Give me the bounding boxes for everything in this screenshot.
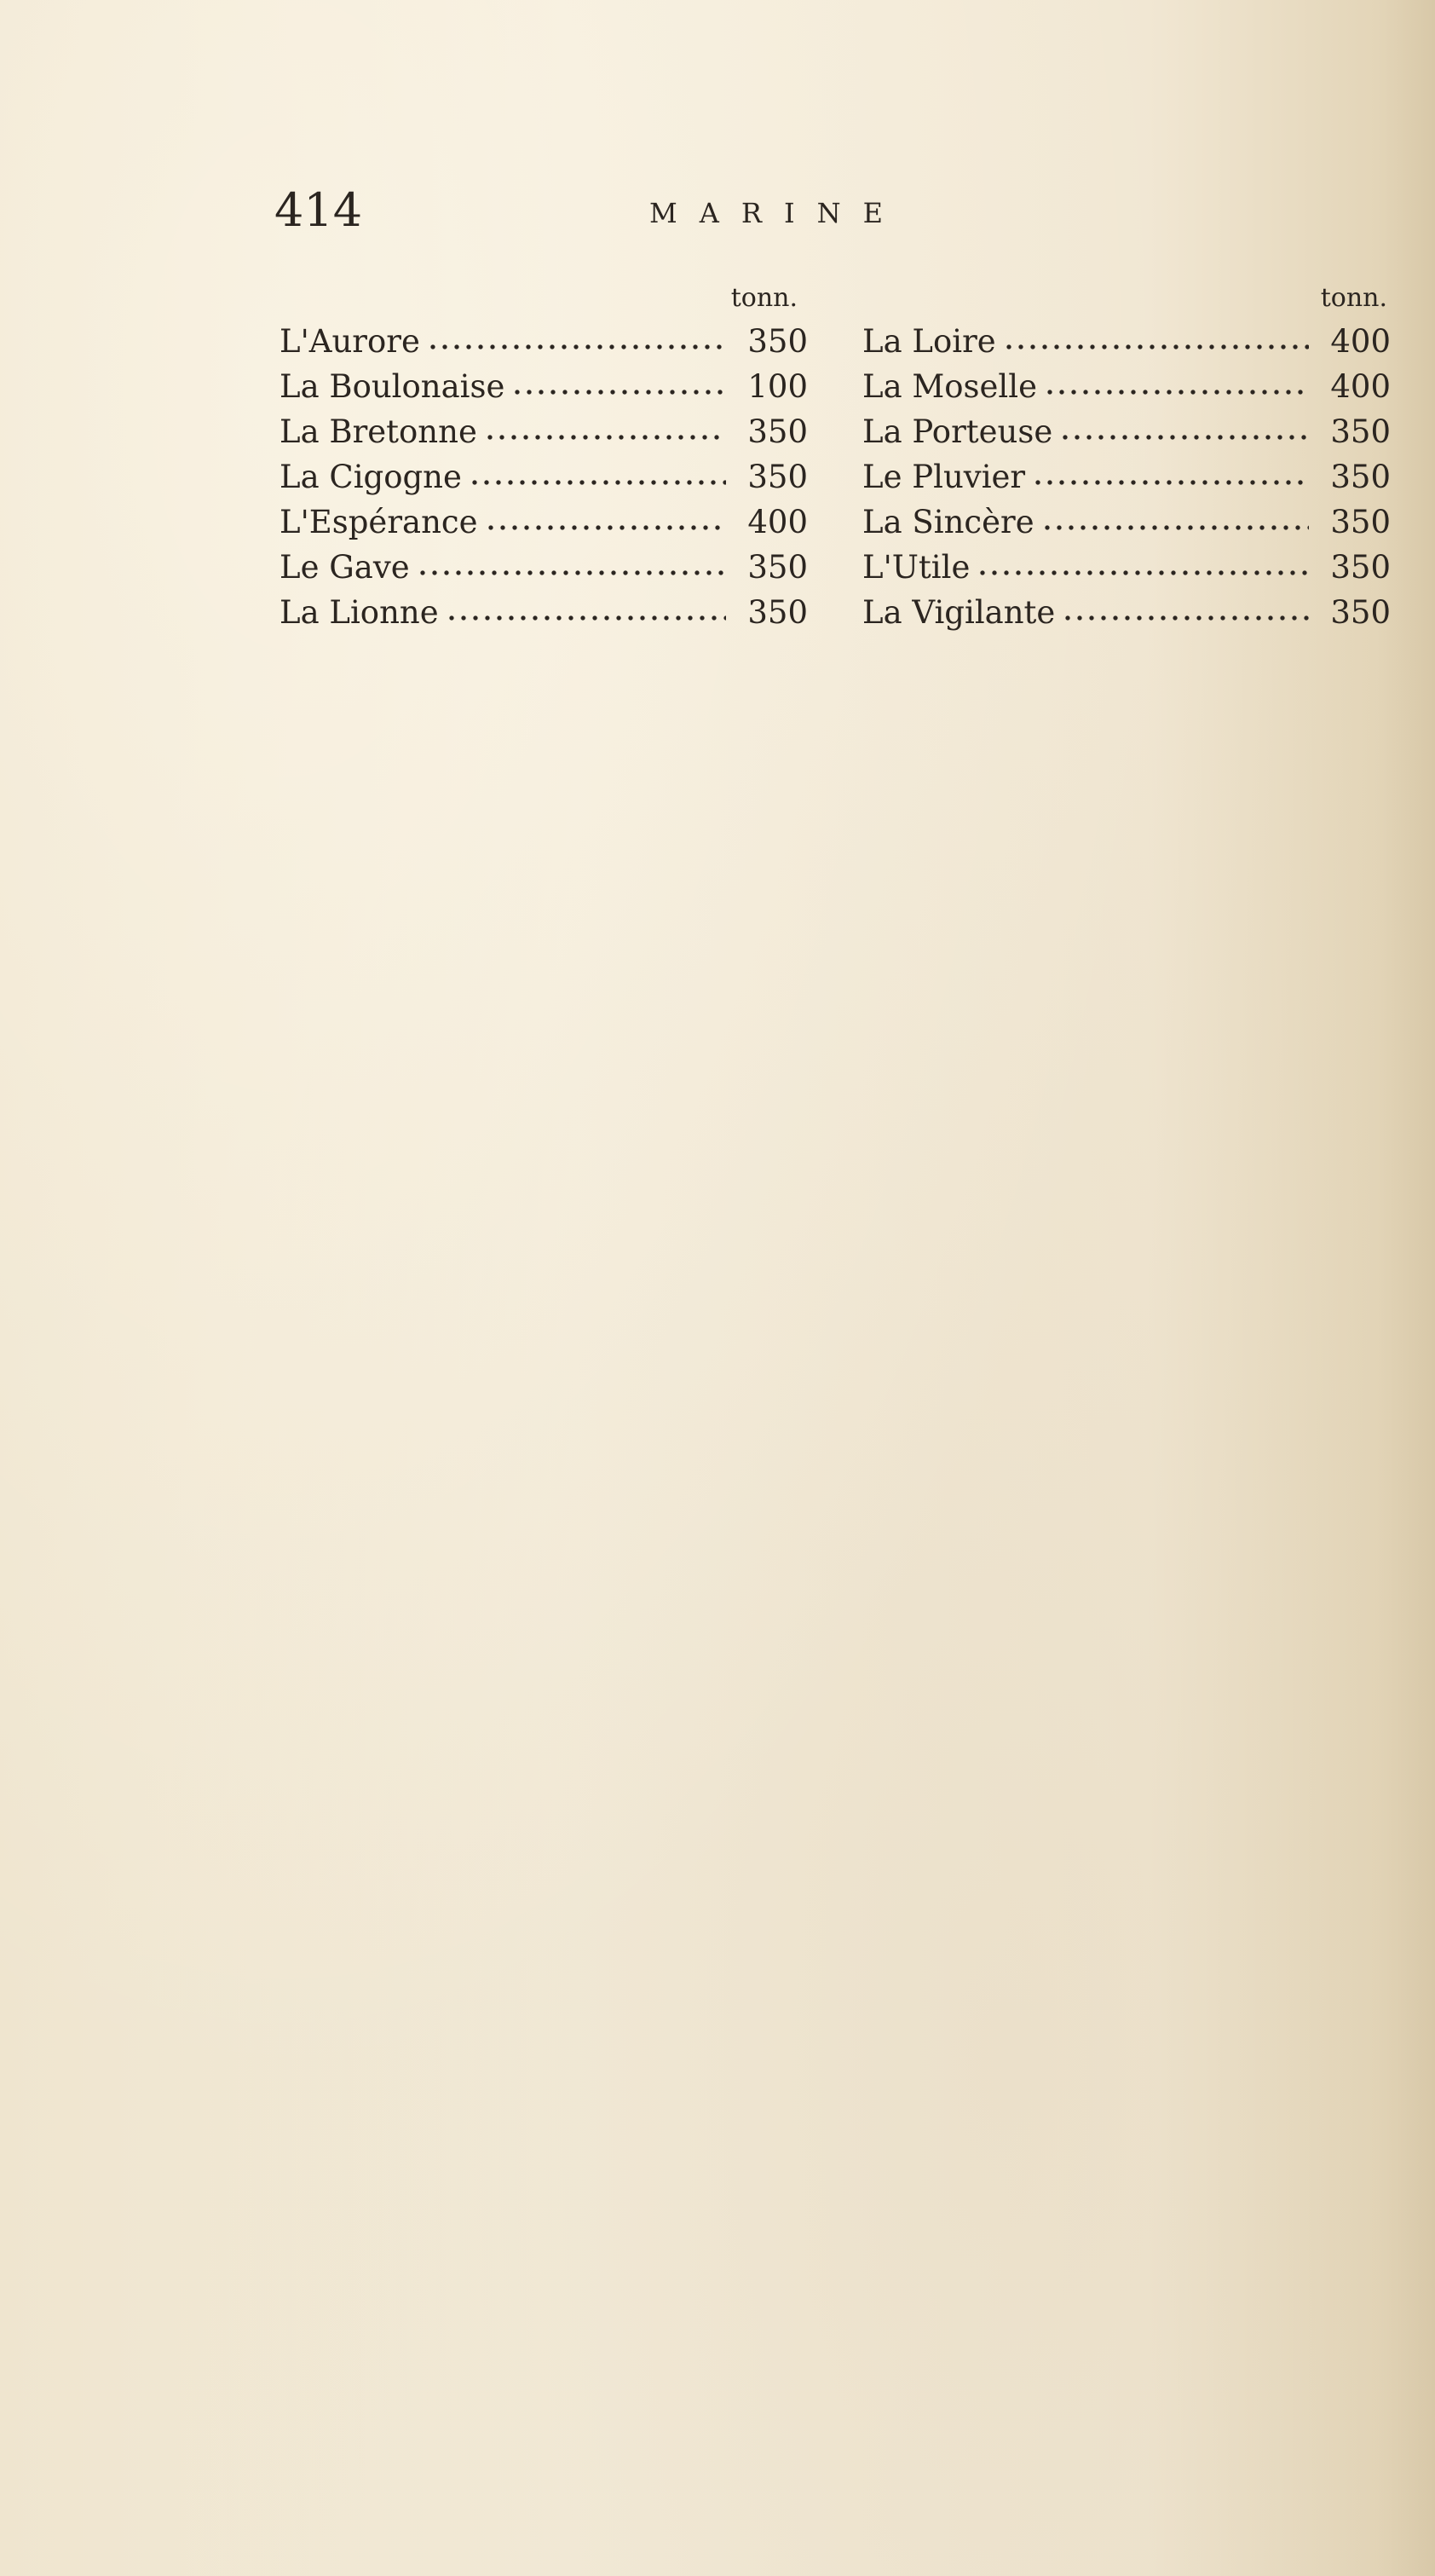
dot-leader [427,333,726,350]
ship-name: La Lionne [280,594,439,631]
tonnage-value: 350 [747,459,808,495]
list-item [280,319,808,364]
tonnage-value: 350 [747,549,808,586]
list-item [280,364,808,409]
ship-name: L'Aurore [280,323,420,360]
tonnage-value: 100 [747,368,808,405]
ship-name: La Sincère [862,504,1034,540]
list-item [862,409,1391,454]
list-item [280,590,808,635]
ship-name: Le Pluvier [862,459,1026,495]
list-item [862,545,1391,590]
ship-name: L'Utile [862,549,971,586]
ship-name: La Cigogne [280,459,462,495]
dot-leader [511,378,726,396]
left-column [280,281,808,635]
page-header [274,181,1382,249]
ship-name: La Vigilante [862,594,1056,631]
ship-name: L'Espérance [280,504,478,540]
list-item [280,409,808,454]
list-item [862,319,1391,364]
tonnage-value: 400 [747,504,808,540]
dot-leader [1062,604,1309,621]
right-column [862,281,1391,635]
ship-name: Le Gave [280,549,410,586]
tonnage-value: 350 [1330,594,1391,631]
tonnage-value: 350 [747,413,808,450]
dot-leader [417,559,726,576]
ship-name: La Loire [862,323,996,360]
page-number: 414 [274,183,363,237]
ship-name: La Moselle [862,368,1037,405]
tonnage-value: 350 [1330,504,1391,540]
list-item [862,590,1391,635]
list-item [280,454,808,500]
dot-leader [1059,424,1309,441]
unit-heading-left: tonn. [730,283,798,313]
list-item [862,500,1391,545]
tonnage-value: 400 [1330,368,1391,405]
dot-leader [1041,514,1309,531]
ship-name: La Bretonne [280,413,477,450]
list-item [862,454,1391,500]
ship-name: La Boulonaise [280,368,505,405]
ship-name: La Porteuse [862,413,1053,450]
tonnage-value: 350 [1330,413,1391,450]
dot-leader [1003,333,1309,350]
tonnage-value: 350 [1330,549,1391,586]
dot-leader [484,424,726,441]
list-item [280,545,808,590]
tonnage-value: 350 [1330,459,1391,495]
list-item [862,364,1391,409]
unit-heading-right: tonn. [1320,283,1387,313]
tonnage-value: 400 [1330,323,1391,360]
dot-leader [485,514,726,531]
dot-leader [977,559,1309,576]
dot-leader [1032,469,1309,486]
list-item [280,500,808,545]
tonnage-value: 350 [747,594,808,631]
dot-leader [469,469,726,486]
tonnage-value: 350 [747,323,808,360]
running-head: MARINE [649,197,905,229]
dot-leader [446,604,726,621]
dot-leader [1044,378,1309,396]
